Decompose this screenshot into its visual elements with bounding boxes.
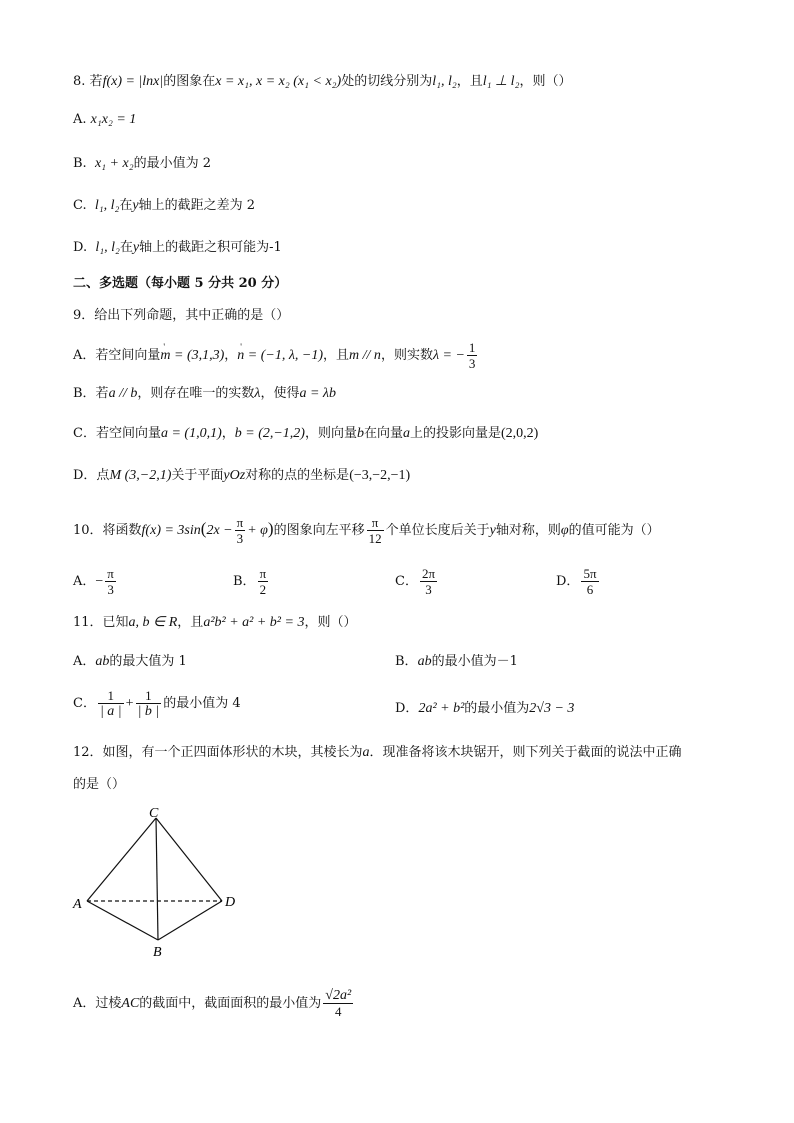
q9-stem: 9．给出下列命题，其中正确的是（） bbox=[73, 308, 290, 323]
q10-stem: 10．将函数f(x) = 3sin(2x − $\frac{\pi}{3}$ + φ)的图象向左平移 $\frac{\pi}{12}$ 个单位长度后关于y轴对称，则φ的值可能为（） bbox=[73, 515, 660, 546]
edge-CA bbox=[87, 818, 156, 901]
q8-stem: 8. 若f(x) = |lnx|的图象在x = x₁, x = x₂ (x₁ < x₂)处的切线分别为l₁, l₂，且l₁ ⊥ l₂，则（） bbox=[73, 74, 572, 89]
q9-option-c: C．若空间向量a = (1,0,1)，b = (2,−1,2)，则向量b在向量a上的投影向量是(2,0,2) bbox=[73, 426, 539, 441]
section-heading: 二、多选题（每小题 5 分共 20 分） bbox=[73, 276, 288, 291]
q11-option-a: A．ab的最大值为 1 bbox=[73, 654, 187, 669]
q8-option-b: B. x₁ + x₂的最小值为 2 bbox=[73, 156, 211, 171]
q9-option-b: B．若a // b，则存在唯一的实数λ，使得a = λb bbox=[73, 386, 336, 401]
q12-stem-line1: 12．如图，有一个正四面体形状的木块，其棱长为a．现准备将该木块锯开，则下列关于截面的说法中正确 bbox=[73, 745, 682, 760]
vertex-label-b: B bbox=[153, 945, 162, 960]
edge-BD bbox=[158, 901, 222, 940]
q11-option-d: D．2a² + b²的最小值为2√3 − 3 bbox=[395, 701, 575, 716]
edge-AB bbox=[87, 901, 158, 940]
q9-option-d: D．点M (3,−2,1)关于平面yOz对称的点的坐标是(−3,−2,−1) bbox=[73, 468, 411, 483]
q12-option-a: A．过棱AC的截面中，截面面积的最小值为 $\frac{\text{√2a²}}{4}$ bbox=[73, 988, 352, 1019]
q11-option-c: C． $\frac{1}{| a |}$ + $\frac{1}{| b |}$ 的最小值为 4 bbox=[73, 688, 241, 719]
vertex-label-d: D bbox=[225, 895, 236, 910]
q10-option-a: A．− $\frac{\pi}{3}$ bbox=[73, 566, 114, 597]
q12-stem-line2: 的是（） bbox=[73, 777, 126, 792]
q8-option-a: A. x₁x₂ = 1 bbox=[73, 112, 137, 127]
q10-option-c: C． $\frac{2\pi}{3}$ bbox=[395, 566, 436, 597]
q11-stem: 11．已知a, b ∈ R，且a²b² + a² + b² = 3，则（） bbox=[73, 615, 357, 630]
q9-option-a: A．若空间向量' m = (3,1,3)，' n = (−1, λ, −1)，且m // n，则实数λ = − $\frac{1}{3}$ bbox=[73, 340, 479, 371]
edge-CB bbox=[156, 818, 158, 940]
q11-option-b: B．ab的最小值为－1 bbox=[395, 654, 518, 669]
edge-CD bbox=[156, 818, 222, 901]
q8-option-d: D. l₁, l₂在y轴上的截距之积可能为-1 bbox=[73, 240, 282, 255]
q8-option-c: C. l₁, l₂在y轴上的截距之差为 2 bbox=[73, 198, 256, 213]
vertex-label-a: A bbox=[73, 897, 82, 912]
vertex-label-c: C bbox=[149, 806, 159, 821]
tetrahedron-figure bbox=[70, 805, 250, 960]
q10-option-b: B． $\frac{\pi}{2}$ bbox=[233, 566, 267, 597]
q10-option-d: D． $\frac{5\pi}{6}$ bbox=[556, 566, 597, 597]
